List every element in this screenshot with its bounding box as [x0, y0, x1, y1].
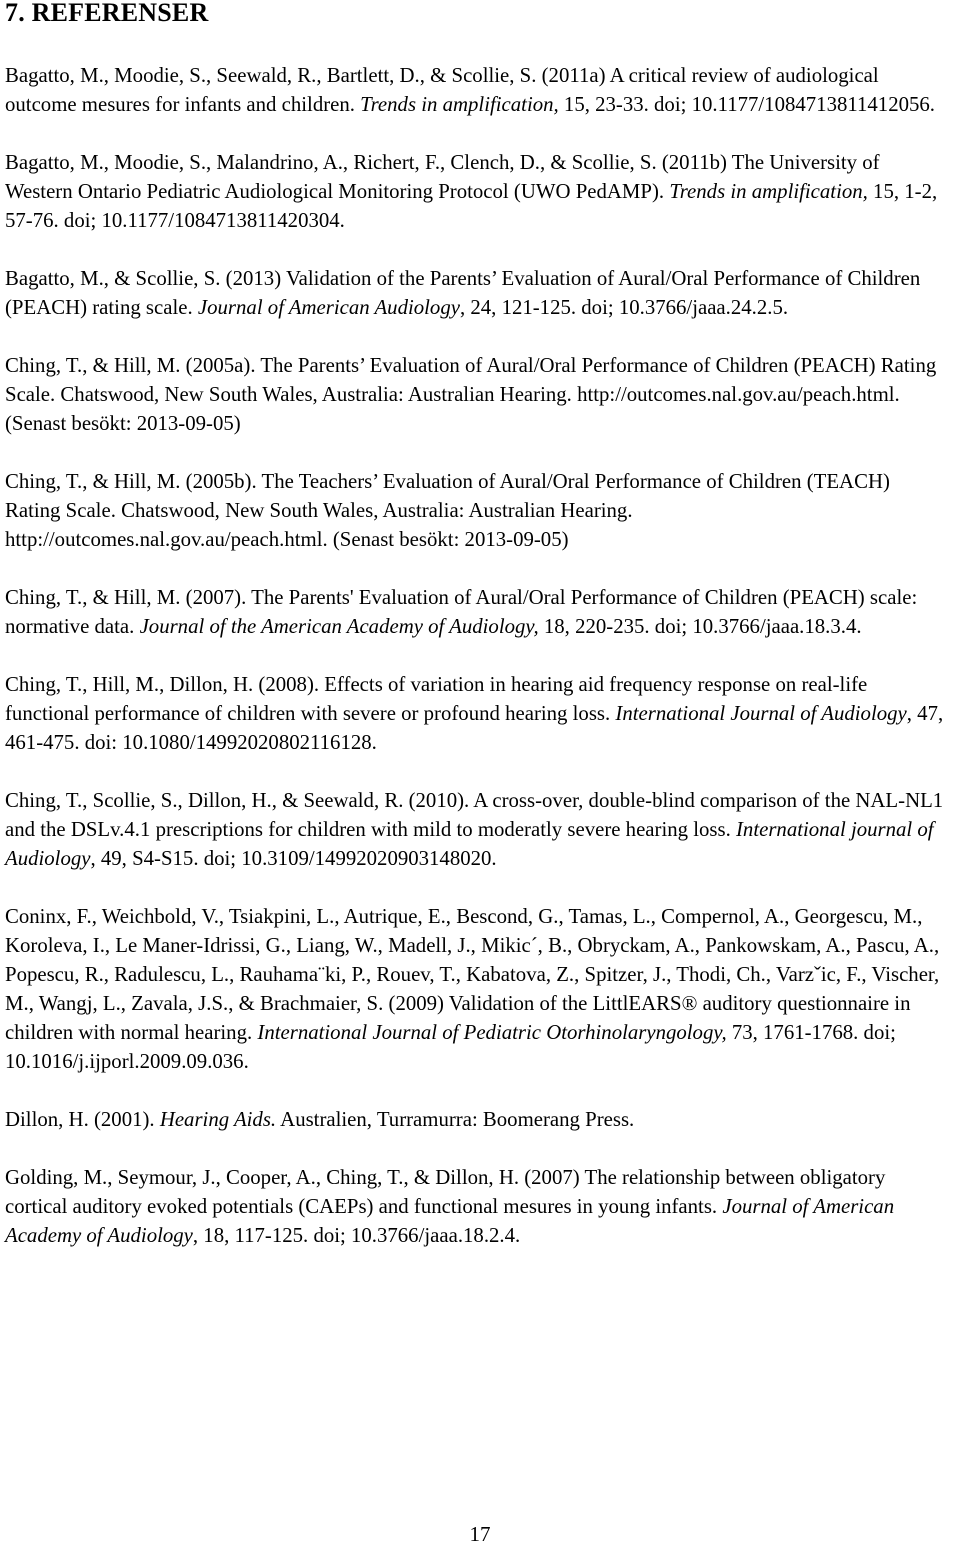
reference-text: Ching, T., & Hill, M. (2007). The Parents' Evaluation of Aural/Oral Performance of Children (PEACH) scale: normative data.: [5, 586, 918, 638]
reference-details: 15, 23-33. doi; 10.1177/1084713811412056.: [558, 93, 935, 116]
reference-item: [5, 61, 950, 119]
reference-source: Journal of the American Academy of Audiology,: [139, 615, 539, 638]
page-number: 17: [469, 1522, 491, 1546]
reference-source: International journal of Audiology: [5, 818, 934, 870]
reference-details: 73, 1761-1768. doi; 10.1016/j.ijporl.2009.09.036.: [5, 1021, 896, 1073]
reference-details: , 24, 121-125. doi; 10.3766/jaaa.24.2.5.: [459, 296, 789, 319]
reference-text: Ching, T., Hill, M., Dillon, H. (2008). Effects of variation in hearing aid frequency response on real-life functional performance of children with severe or profound hearing loss.: [5, 673, 868, 725]
reference-text: Bagatto, M., Moodie, S., Malandrino, A., Richert, F., Clench, D., & Scollie, S. (2011b) The University of Western Ontario Pediatric Audiological Monitoring Protocol (UWO PedAMP).: [5, 151, 880, 203]
reference-item: [5, 583, 950, 641]
reference-details: , 18, 117-125. doi; 10.3766/jaaa.18.2.4.: [192, 1224, 521, 1247]
reference-text: Dillon, H. (2001).: [5, 1108, 160, 1131]
reference-text: Ching, T., Scollie, S., Dillon, H., & Seewald, R. (2010). A cross-over, double-blind comparison of the NAL-NL1 and the DSLv.4.1 prescriptions for children with mild to moderatly severe hearing loss.: [5, 789, 944, 841]
reference-details: , 47, 461-475. doi: 10.1080/14992020802116128.: [5, 702, 944, 754]
reference-details: 15, 1-2, 57-76. doi; 10.1177/1084713811420304.: [5, 180, 938, 232]
section-heading: 7. REFERENSER: [5, 0, 209, 27]
reference-list: [5, 61, 950, 1279]
reference-item: [5, 351, 950, 438]
reference-text: Ching, T., & Hill, M. (2005a). The Parents’ Evaluation of Aural/Oral Performance of Children (PEACH) Rating Scale. Chatswood, New South Wales, Australia: Australian Hearing. http://outcomes.nal.gov.au/peach.html. (Senast besökt: 2013-09-05): [5, 354, 937, 435]
reference-source: Hearing Aids.: [159, 1108, 277, 1131]
reference-text: Ching, T., & Hill, M. (2005b). The Teachers’ Evaluation of Aural/Oral Performance of Children (TEACH) Rating Scale. Chatswood, New South Wales, Australia: Australian Hearing. http://outcomes.nal.gov.au/peach.html. (Senast besökt: 2013-09-05): [5, 470, 890, 551]
reference-text: Golding, M., Seymour, J., Cooper, A., Ching, T., & Dillon, H. (2007) The relationship between obligatory cortical auditory evoked potentials (CAEPs) and functional mesures in young infants.: [5, 1166, 886, 1218]
reference-item: [5, 264, 950, 322]
reference-item: [5, 148, 950, 235]
reference-text: Bagatto, M., Moodie, S., Seewald, R., Bartlett, D., & Scollie, S. (2011a) A critical review of audiological outcome mesures for infants and children.: [5, 64, 879, 116]
reference-item: [5, 467, 950, 554]
reference-source: Journal of American Audiology: [197, 296, 460, 319]
reference-details: , 49, S4-S15. doi; 10.3109/14992020903148020.: [90, 847, 497, 870]
reference-item: [5, 786, 950, 873]
reference-details: 18, 220-235. doi; 10.3766/jaaa.18.3.4.: [538, 615, 862, 638]
reference-source: Trends in amplification,: [360, 93, 559, 116]
reference-item: [5, 1163, 950, 1250]
reference-source: International Journal of Pediatric Otorhinolaryngology,: [257, 1021, 727, 1044]
reference-details: Australien, Turramurra: Boomerang Press.: [276, 1108, 635, 1131]
reference-text: Bagatto, M., & Scollie, S. (2013) Validation of the Parents’ Evaluation of Aural/Oral Performance of Children (PEACH) rating scale.: [5, 267, 921, 319]
reference-source: Journal of American Academy of Audiology: [5, 1195, 895, 1247]
reference-item: [5, 1105, 950, 1134]
reference-text: Coninx, F., Weichbold, V., Tsiakpini, L., Autrique, E., Bescond, G., Tamas, L., Compernol, A., Georgescu, M., Koroleva, I., Le Maner-Idrissi, G., Liang, W., Madell, J., Mikic´, B., Obryckam, A., Pankowskam, A., Pascu, A., Popescu, R., Radulescu, L., Rauhama¨ki, P., Rouev, T., Kabatova, Z., Spitzer, J., Thodi, Ch., Varzˇic, F., Vischer, M., Wangj, L., Zavala, J.S., & Brachmaier, S. (2009) Validation of the LittlEARS® auditory questionnaire in children with normal hearing.: [5, 905, 940, 1044]
reference-source: International Journal of Audiology: [615, 702, 907, 725]
reference-item: [5, 670, 950, 757]
reference-source: Trends in amplification,: [669, 180, 868, 203]
reference-item: [5, 902, 950, 1076]
